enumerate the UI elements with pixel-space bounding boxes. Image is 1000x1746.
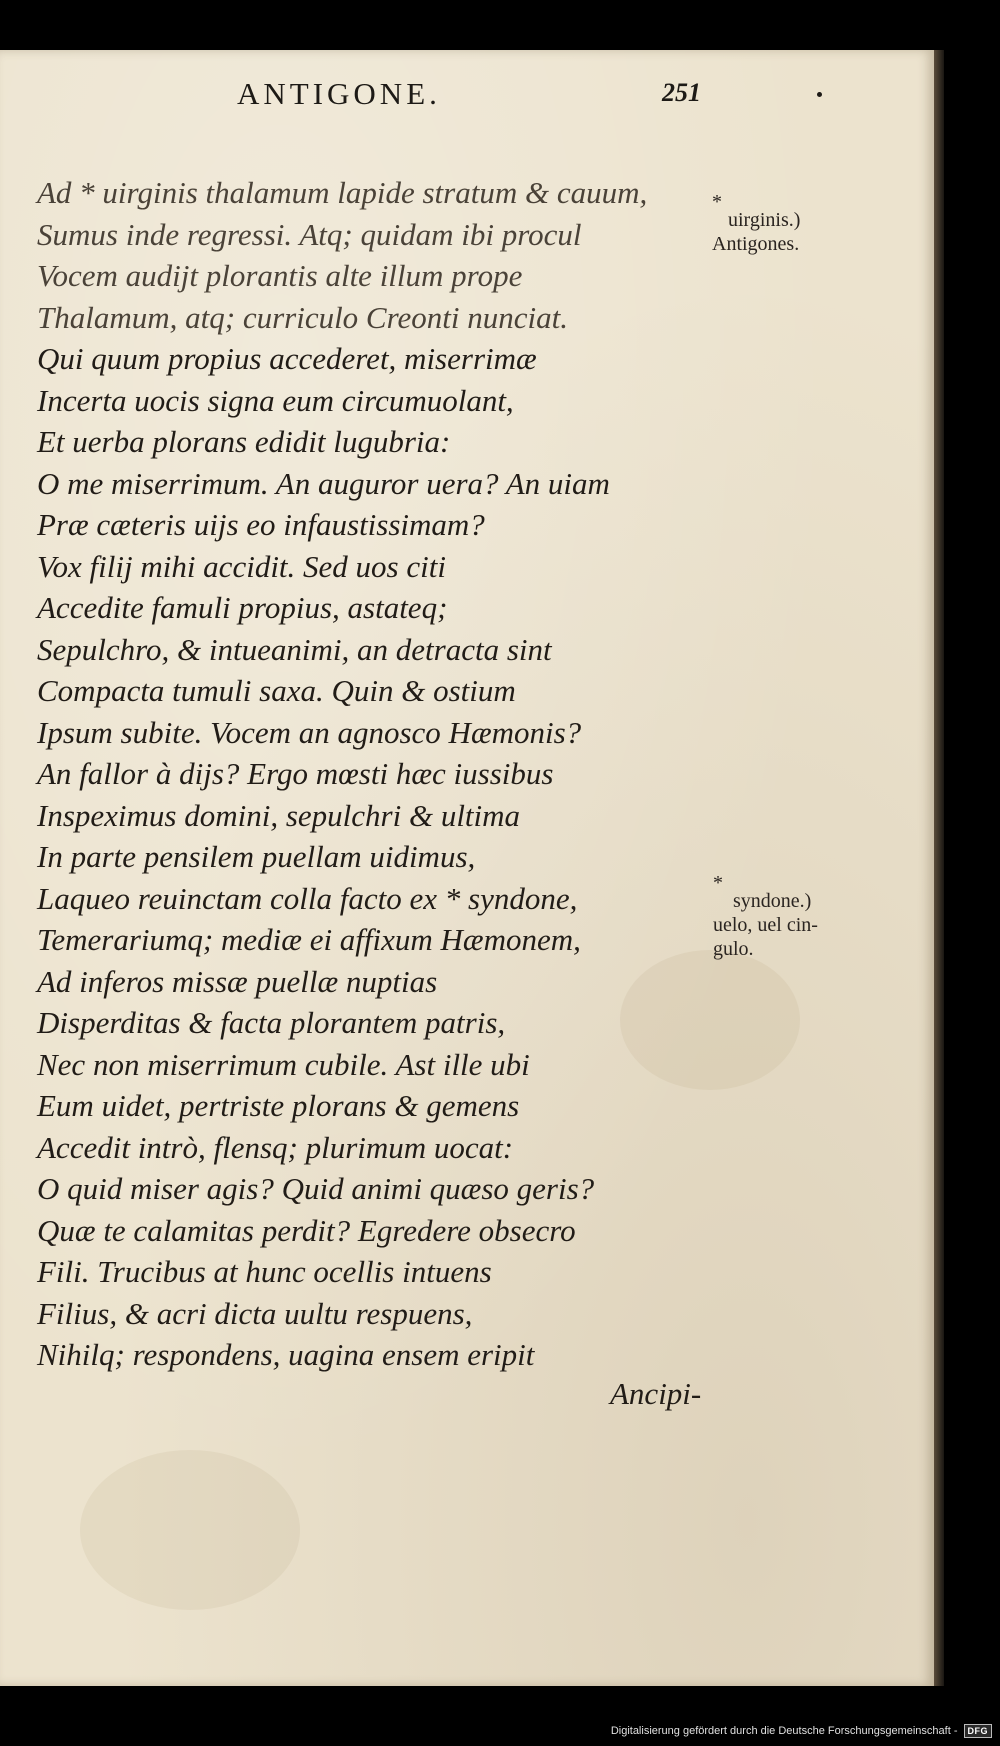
verse-line: An fallor à dijs? Ergo mœsti hæc iussibus	[37, 756, 554, 791]
verse-line: Quæ te calamitas perdit? Egredere obsecro	[37, 1212, 576, 1248]
margin-note	[713, 872, 818, 961]
verse-line: Incerta uocis signa eum circumuolant,	[37, 382, 514, 418]
verse-line: Præ cæteris uijs eo infaustissimam?	[37, 507, 485, 542]
verse-line: In parte pensilem puellam uidimus,	[37, 839, 476, 874]
funding-credit: Digitalisierung gefördert durch die Deutsche Forschungsgemeinschaft -	[610, 1725, 958, 1737]
verse-line: Et uerba plorans edidit lugubria:	[37, 424, 451, 459]
verse-line: Compacta tumuli saxa. Quin & ostium	[37, 673, 516, 708]
verse-line: Inspeximus domini, sepulchri & ultima	[37, 797, 521, 833]
paper-stain	[80, 1450, 300, 1610]
verse-line: Accedit intrò, flensq; plurimum uocat:	[37, 1129, 514, 1165]
page-number: 251	[662, 78, 701, 107]
verse-line: Sepulchro, & intueanimi, an detracta sint	[37, 631, 552, 667]
verse-line: Sumus inde regressi. Atq; quidam ibi procul	[37, 216, 582, 252]
verse-line: Fili. Trucibus at hunc ocellis intuens	[37, 1254, 492, 1289]
catchword: Ancipi-	[610, 1376, 702, 1411]
verse-line: Vocem audijt plorantis alte illum prope	[37, 258, 523, 293]
dfg-logo-icon: DFG	[964, 1724, 993, 1738]
verse-line: Filius, & acri dicta uultu respuens,	[37, 1295, 473, 1331]
verse-line: Temerariumq; mediæ ei affixum Hæmonem,	[37, 922, 581, 957]
verse-line: Ipsum subite. Vocem an agnosco Hæmonis?	[37, 714, 582, 750]
verse-line: Laqueo reuinctam colla facto ex * syndone,	[37, 880, 578, 916]
note-line: Antigones.	[712, 233, 800, 255]
margin-note	[712, 191, 801, 256]
note-marker: *	[712, 191, 722, 213]
verse-line: Nec non miserrimum cubile. Ast ille ubi	[37, 1046, 530, 1082]
page-header	[0, 76, 934, 116]
note-line: uelo, uel cin-	[713, 914, 818, 936]
note-line: syndone.)	[733, 890, 812, 912]
note-marker: *	[713, 872, 723, 894]
verse-line: O quid miser agis? Quid animi quæso geris?	[37, 1171, 595, 1206]
verse-line: Vox filij mihi accidit. Sed uos citi	[37, 548, 446, 584]
verse-line: Qui quum propius accederet, miserrimæ	[37, 341, 537, 376]
verse-line: Eum uidet, pertriste plorans & gemens	[37, 1088, 520, 1123]
verse-line: Ad inferos missæ puellæ nuptias	[37, 963, 438, 999]
note-line: gulo.	[713, 938, 754, 960]
digitization-footer	[611, 1722, 992, 1740]
running-head: ANTIGONE.	[237, 76, 441, 111]
verse-line: Thalamum, atq; curriculo Creonti nunciat.	[37, 299, 568, 335]
verse-line: Accedite famuli propius, astateq;	[37, 590, 448, 625]
verse-text	[37, 172, 648, 1376]
verse-line: Disperditas & facta plorantem patris,	[37, 1005, 506, 1040]
verse-line: Ad * uirginis thalamum lapide stratum & cauum,	[37, 175, 648, 210]
note-line: uirginis.)	[728, 209, 801, 231]
page-edge	[934, 50, 944, 1686]
verse-line: Nihilq; respondens, uagina ensem eripit	[37, 1337, 535, 1372]
paper-stain	[620, 950, 800, 1090]
verse-line: O me miserrimum. An auguror uera? An uiam	[37, 465, 610, 501]
decorative-dot	[817, 92, 822, 97]
